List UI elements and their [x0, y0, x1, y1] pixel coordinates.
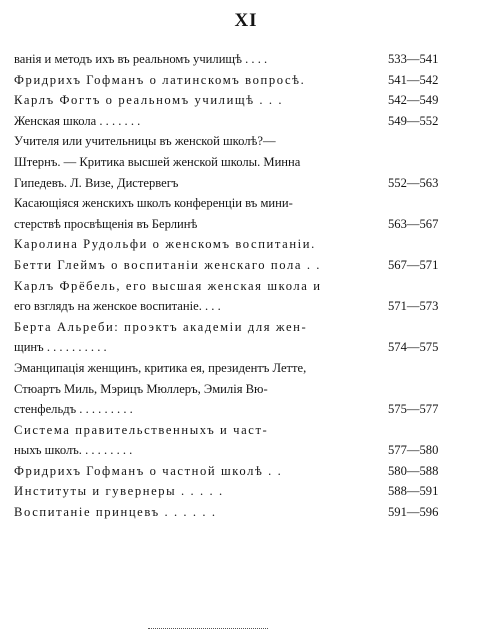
- toc-entry: [14, 502, 482, 523]
- toc-entry-text: Институты и гувернеры . . . . .: [14, 484, 224, 499]
- toc-entry-text: щинъ . . . . . . . . . .: [14, 340, 107, 355]
- toc-page-range: 552—563: [388, 175, 439, 190]
- toc-entry-line: [14, 173, 482, 194]
- toc-entry-text: стерствѣ просвѣщенія въ Берлинѣ: [14, 216, 198, 231]
- toc-entry: [14, 90, 482, 111]
- toc-entry-line: [14, 214, 482, 235]
- toc-entry-line: [14, 255, 482, 276]
- toc-page-range: 549—552: [388, 113, 439, 128]
- toc-page-range: 591—596: [388, 505, 439, 520]
- toc-entry: [14, 420, 482, 461]
- toc-entry: [14, 70, 482, 91]
- toc-entry-text: ванія и методъ ихъ въ реальномъ училищѣ . . . .: [14, 52, 268, 66]
- toc-page-range: 580—588: [388, 463, 439, 478]
- toc-page-range: 575—577: [388, 402, 439, 417]
- toc-entry-line: [14, 152, 482, 173]
- toc-entry-text: Система правительственныхъ и част-: [14, 422, 269, 437]
- toc-page-range: 541—542: [388, 72, 439, 87]
- toc-entry: [14, 358, 482, 420]
- toc-page-range: 567—571: [388, 257, 439, 272]
- toc-page-range: 533—541: [388, 52, 439, 66]
- toc-entry-line: [14, 90, 482, 111]
- toc-entry: [14, 481, 482, 502]
- toc-entry-line: [14, 420, 482, 441]
- toc-entry-text: Воспитаніе принцевъ . . . . . .: [14, 505, 217, 520]
- toc-entry-text: Каролина Рудольфи о женскомъ воспитаніи.: [14, 237, 316, 252]
- toc-entry-text: Бетти Глеймъ о воспитаніи женскаго пола . .: [14, 257, 322, 272]
- toc-entry-line: [14, 440, 482, 461]
- toc-entry-line: [14, 296, 482, 317]
- toc-page-range: 563—567: [388, 216, 439, 231]
- toc-entry-text: Фридрихъ Гофманъ о частной школѣ . .: [14, 463, 283, 478]
- toc-entry-line: [14, 111, 482, 132]
- toc-page-range: 571—573: [388, 299, 439, 314]
- toc-entry-text: Гипедевъ. Л. Визе, Дистервегъ: [14, 175, 179, 190]
- toc-entry: [14, 276, 482, 317]
- toc-page-range: 577—580: [388, 443, 439, 458]
- toc-entry-line: [14, 276, 482, 297]
- toc-entry: [14, 131, 482, 193]
- toc-entry-text: его взглядъ на женское воспитаніе. . . .: [14, 299, 221, 314]
- toc-entry-text: Касающіяся женскихъ школъ конференціи въ мини-: [14, 196, 293, 211]
- toc-entry-line: [14, 70, 482, 91]
- table-of-contents: [14, 49, 482, 523]
- toc-page-range: 542—549: [388, 93, 439, 108]
- toc-entry: [14, 255, 482, 276]
- toc-entry-text: Стюартъ Миль, Мэрицъ Мюллеръ, Эмилія Вю-: [14, 381, 268, 396]
- toc-entry: [14, 461, 482, 482]
- toc-page-range: 588—591: [388, 484, 439, 499]
- toc-entry-text: Карлъ Фрёбель, его высшая женская школа и: [14, 278, 322, 293]
- toc-entry-line: [14, 49, 482, 70]
- toc-entry-line: [14, 193, 482, 214]
- toc-entry: [14, 317, 482, 358]
- toc-entry-line: [14, 399, 482, 420]
- toc-entry-text: Фридрихъ Гофманъ о латинскомъ вопросѣ.: [14, 72, 306, 87]
- toc-entry-line: [14, 131, 482, 152]
- toc-entry-text: ныхъ школъ. . . . . . . . .: [14, 443, 133, 458]
- toc-entry-text: Эманципація женщинъ, критика ея, президентъ Летте,: [14, 360, 307, 375]
- toc-entry-line: [14, 379, 482, 400]
- toc-entry: [14, 49, 482, 70]
- toc-entry: [14, 193, 482, 234]
- toc-entry-text: Учителя или учительницы въ женской школѣ?—: [14, 134, 276, 149]
- toc-page-range: 574—575: [388, 340, 439, 355]
- toc-entry-text: Штернъ. — Критика высшей женской школы. Минна: [14, 154, 301, 169]
- footer-divider: [148, 628, 268, 629]
- toc-entry-text: Женская школа . . . . . . .: [14, 113, 141, 128]
- toc-entry-line: [14, 234, 482, 255]
- toc-entry-line: [14, 337, 482, 358]
- toc-entry: [14, 111, 482, 132]
- toc-entry-line: [14, 502, 482, 523]
- toc-entry: [14, 234, 482, 255]
- toc-entry-text: Карлъ Фогтъ о реальномъ училищѣ . . .: [14, 93, 284, 108]
- toc-entry-line: [14, 317, 482, 338]
- toc-entry-text: стенфельдъ . . . . . . . . .: [14, 402, 133, 417]
- page-number: XI: [234, 10, 258, 31]
- toc-entry-line: [14, 358, 482, 379]
- toc-entry-line: [14, 461, 482, 482]
- toc-entry-line: [14, 481, 482, 502]
- toc-entry-text: Берта Альреби: проэктъ академіи для жен-: [14, 319, 308, 334]
